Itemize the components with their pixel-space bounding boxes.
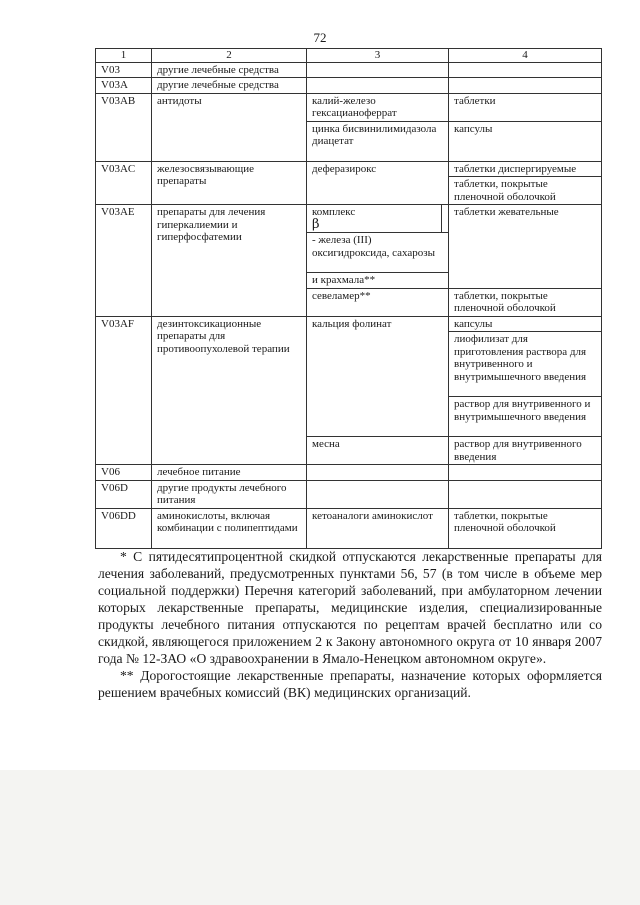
drug-name: деферазирокс [307,161,449,205]
cell-gap [442,205,449,233]
dosage-form: таблетки жевательные [449,205,602,289]
footnote-2: ** Дорогостоящие лекарственные препараты, назначение которых оформляется решением врачебных комиссий (ВК) медицинских организаций. [98,668,602,700]
table-row-v03ac [96,161,602,177]
table-row-v03ae [96,205,602,233]
atc-name: лечебное питание [152,465,307,481]
drug-name: кетоаналоги аминокислот [307,508,449,548]
table-row-v06d [96,480,602,508]
drug-name [307,62,449,78]
drug-name: кальция фолинат [307,316,449,437]
atc-name: другие продукты лечебного питания [152,480,307,508]
drug-name [307,465,449,481]
dosage-form [449,465,602,481]
header-col-4: 4 [449,49,602,63]
atc-code: V03AF [96,316,152,465]
drug-name: цинка бисвинилимидазола диацетат [307,121,449,161]
drug-name-part: комплекс [312,206,356,218]
drug-name [307,480,449,508]
table-row-v03ab [96,93,602,121]
footnote-1: * С пятидесятипроцентной скидкой отпускаются лекарственные препараты для лечения заболеваний, предусмотренных пунктами 56, 57 (в том числе в объеме мер социальной поддержки) Перечня категорий заболеваний, при амбулаторном лечении которых лекарственные препараты, медицинские изделия, специализированные продукты лечебного питания отпускаются по рецептам врачей бесплатно или со скидкой, являющегося приложением 2 к Закону автономного округа от 10 января 2007 года № 12-ЗАО «О здравоохранении в Ямало-Ненецком автономном округе». [98,549,602,666]
header-col-2: 2 [152,49,307,63]
header-col-1: 1 [96,49,152,63]
dosage-form: таблетки [449,93,602,121]
table-row-v03a [96,78,602,94]
atc-name: антидоты [152,93,307,161]
atc-code: V06D [96,480,152,508]
atc-name: препараты для лечения гиперкалиемии и гиперфосфатемии [152,205,307,317]
table-row-v06 [96,465,602,481]
dosage-form: таблетки диспергируемые [449,161,602,177]
atc-name: аминокислоты, включая комбинации с полипептидами [152,508,307,548]
dosage-form: таблетки, покрытые пленочной оболочкой [449,508,602,548]
dosage-form [449,480,602,508]
atc-code: V03AE [96,205,152,317]
dosage-form: таблетки, покрытые пленочной оболочкой [449,288,602,316]
drug-name: месна [307,437,449,465]
atc-code: V03 [96,62,152,78]
atc-code: V06 [96,465,152,481]
header-col-3: 3 [307,49,449,63]
table-row-v03af [96,316,602,332]
dosage-form: раствор для внутривенного и внутримышечного введения [449,397,602,437]
page-number: 72 [313,30,327,45]
atc-code: V03AC [96,161,152,205]
atc-code: V06DD [96,508,152,548]
dosage-form: капсулы [449,316,602,332]
drug-name-part: и крахмала** [307,273,449,289]
dosage-form: таблетки, покрытые пленочной оболочкой [449,177,602,205]
dosage-form [449,62,602,78]
atc-name: дезинтоксикационные препараты для противоопухолевой терапии [152,316,307,465]
drug-name: севеламер** [307,288,449,316]
drug-name-part: - железа (III) оксигидроксида, сахарозы [307,233,449,273]
table-row-v03 [96,62,602,78]
medication-table [95,48,602,549]
atc-code: V03AB [96,93,152,161]
dosage-form [449,78,602,94]
drug-name [307,205,442,233]
table-header-row [96,49,602,63]
dosage-form: раствор для внутривенного введения [449,437,602,465]
footnotes [98,548,602,701]
atc-name: другие лечебные средства [152,62,307,78]
atc-name: другие лечебные средства [152,78,307,94]
dosage-form: лиофилизат для приготовления раствора для внутривенного и внутримышечного введения [449,332,602,397]
dosage-form: капсулы [449,121,602,161]
atc-name: железосвязывающие препараты [152,161,307,205]
beta-symbol: β [312,216,320,232]
table-row-v06dd [96,508,602,548]
drug-name: калий-железо гексацианоферрат [307,93,449,121]
atc-code: V03A [96,78,152,94]
drug-name [307,78,449,94]
